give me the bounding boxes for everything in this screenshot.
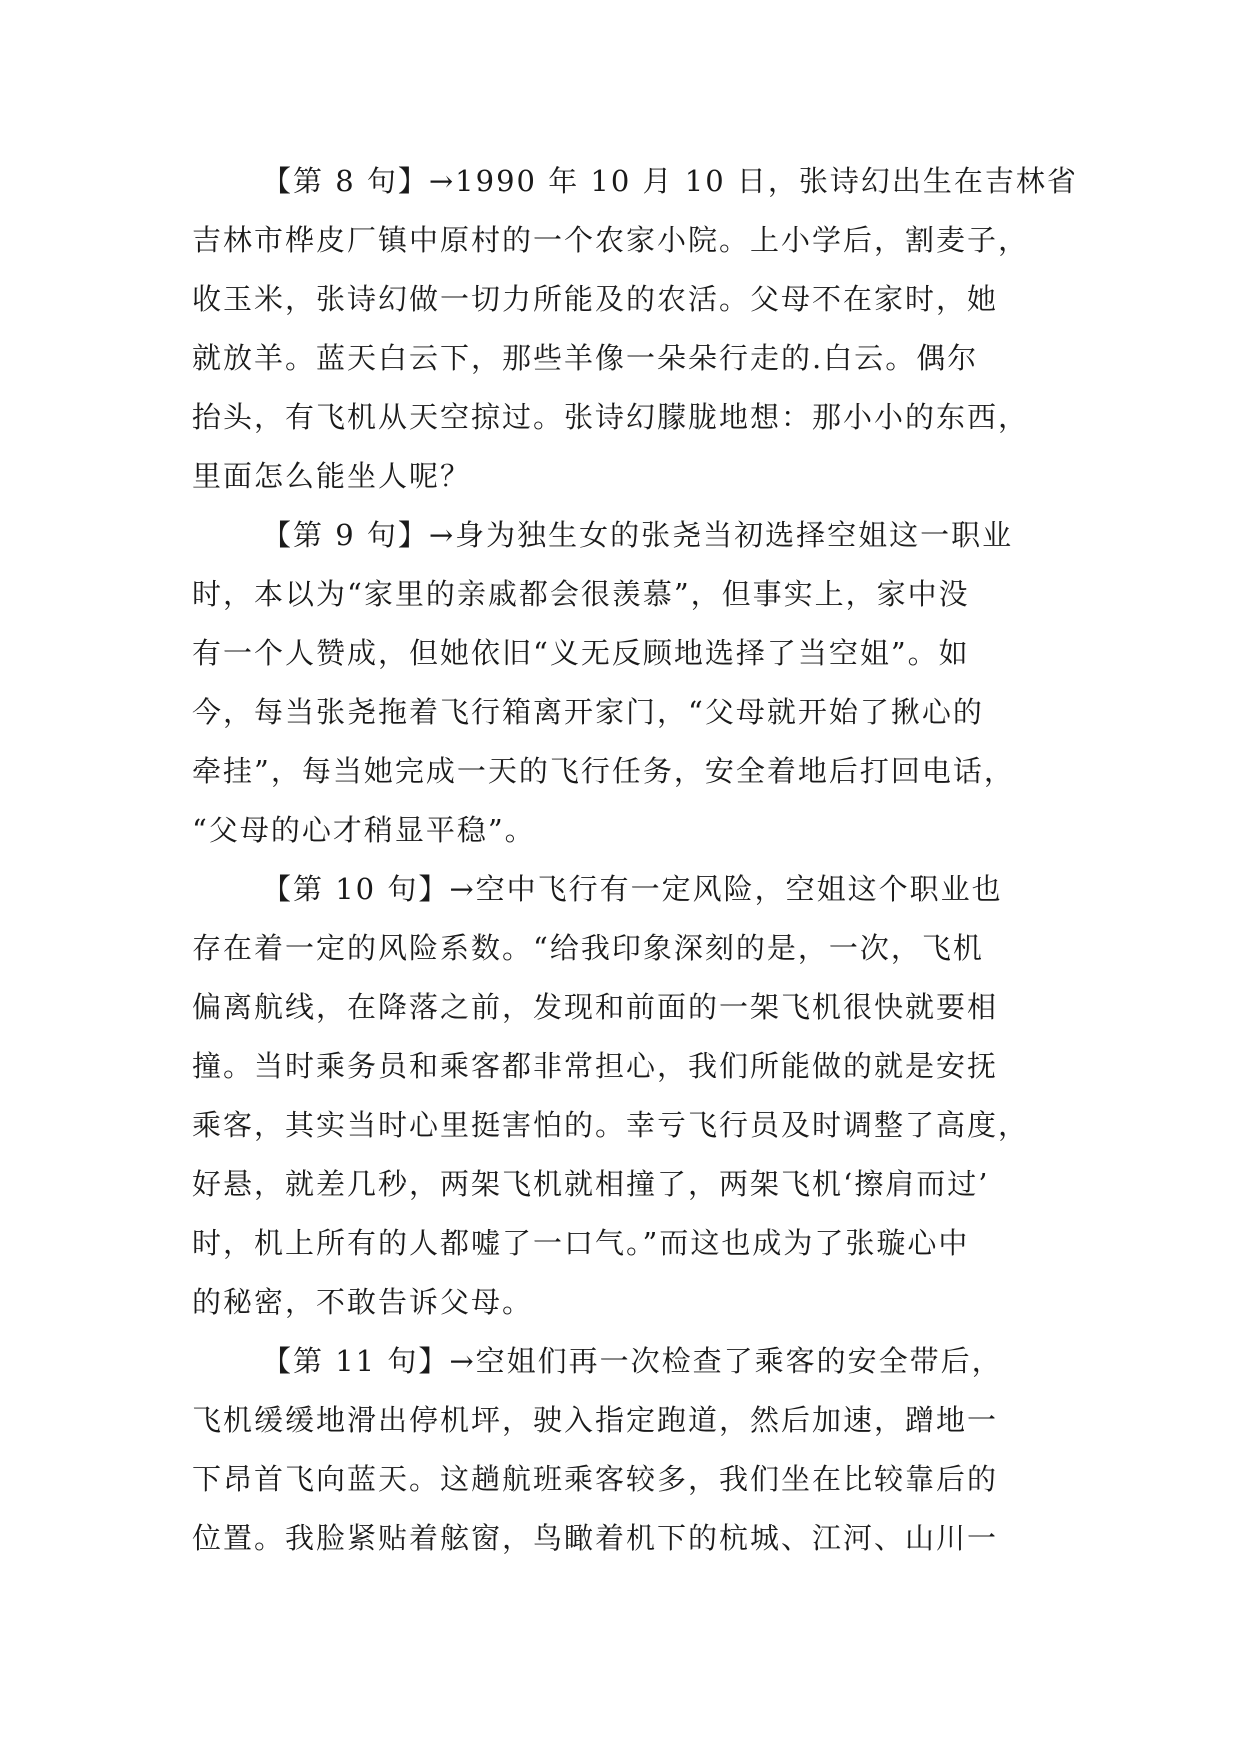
text-line: 飞机缓缓地滑出停机坪，驶入指定跑道，然后加速，蹭地一 (192, 1403, 999, 1437)
text-line: 时，机上所有的人都嘘了一口气。”而这也成为了张璇心中 (192, 1226, 970, 1260)
text-line: 有一个人赞成，但她依旧“义无反顾地选择了当空姐”。如 (192, 636, 970, 670)
text-line: 抬头，有飞机从天空掠过。张诗幻朦胧地想：那小小的东西， (192, 400, 1030, 434)
text-line: 【第 9 句】→身为独生女的张尧当初选择空姐这一职业 (262, 518, 1014, 552)
text-line: 偏离航线，在降落之前，发现和前面的一架飞机很快就要相 (192, 990, 999, 1024)
text-line: 位置。我脸紧贴着舷窗，鸟瞰着机下的杭城、江河、山川一 (192, 1521, 999, 1555)
text-line: 【第 10 句】→空中飞行有一定风险，空姐这个职业也 (262, 872, 1003, 906)
text-line: 就放羊。蓝天白云下，那些羊像一朵朵行走的.白云。偶尔 (192, 341, 979, 375)
text-line: 收玉米，张诗幻做一切力所能及的农活。父母不在家时，她 (192, 282, 999, 316)
paragraph (192, 1332, 1092, 1568)
text-line: 【第 11 句】→空姐们再一次检查了乘客的安全带后， (262, 1344, 1003, 1378)
text-line: 吉林市桦皮厂镇中原村的一个农家小院。上小学后，割麦子， (192, 223, 1030, 257)
text-line: 撞。当时乘务员和乘客都非常担心，我们所能做的就是安抚 (192, 1049, 999, 1083)
text-line: 牵挂”，每当她完成一天的飞行任务，安全着地后打回电话， (192, 754, 1015, 788)
text-line: 里面怎么能坐人呢？ (192, 459, 472, 493)
text-line: 【第 8 句】→1990 年 10 月 10 日，张诗幻出生在吉林省 (262, 164, 1078, 198)
text-line: 时，本以为“家里的亲戚都会很羡慕”，但事实上，家中没 (192, 577, 970, 611)
text-line: 下昂首飞向蓝天。这趟航班乘客较多，我们坐在比较靠后的 (192, 1462, 999, 1496)
text-line: 的秘密，不敢告诉父母。 (192, 1285, 534, 1319)
text-line: “父母的心才稍显平稳”。 (192, 813, 536, 847)
text-line: 乘客，其实当时心里挺害怕的。幸亏飞行员及时调整了高度， (192, 1108, 1030, 1142)
text-line: 今，每当张尧拖着飞行箱离开家门，“父母就开始了揪心的 (192, 695, 984, 729)
paragraph (192, 506, 1092, 860)
document-body (192, 152, 1092, 1568)
text-line: 存在着一定的风险系数。“给我印象深刻的是，一次，飞机 (192, 931, 984, 965)
paragraph (192, 152, 1092, 506)
paragraph (192, 860, 1092, 1332)
text-line: 好悬，就差几秒，两架飞机就相撞了，两架飞机‘擦肩而过’ (192, 1167, 990, 1201)
